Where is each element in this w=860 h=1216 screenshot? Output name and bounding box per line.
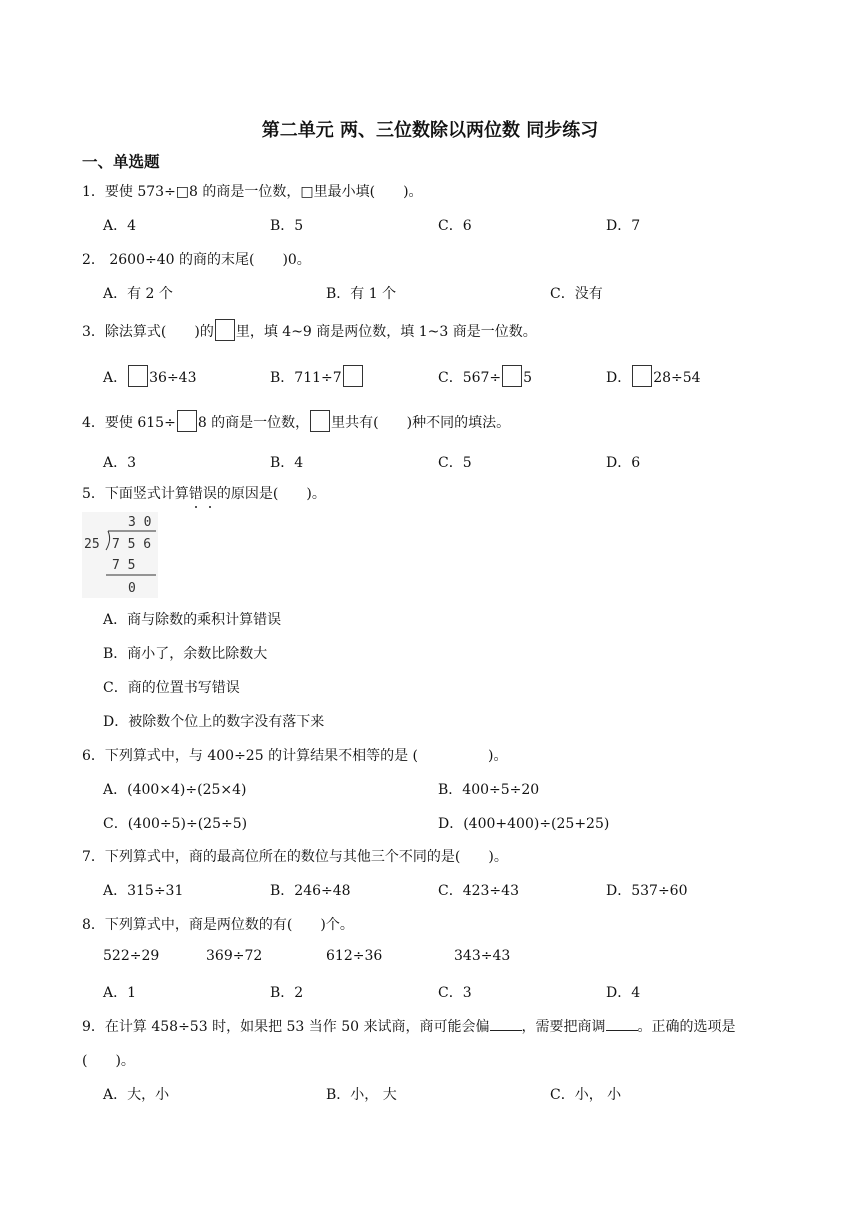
fill-blank — [490, 1016, 522, 1031]
question-7: 7．下列算式中，商的最高位所在的数位与其他三个不同的是( )。 — [82, 849, 508, 865]
question-9: 9．在计算 458÷53 时，如果把 53 当作 50 来试商，商可能会偏 ，需要把商调 。正确的选项是 — [82, 1016, 736, 1036]
q2-option-c[interactable]: C．没有 — [550, 286, 603, 302]
blank-box — [632, 365, 652, 387]
fill-blank — [606, 1016, 638, 1031]
blank-box — [177, 410, 197, 432]
q6-option-b[interactable]: B．400÷5÷20 — [438, 782, 540, 798]
section-heading: 一、单选题 — [82, 153, 160, 171]
q2-option-a[interactable]: A．有 2 个 — [103, 286, 173, 302]
blank-box — [128, 365, 148, 387]
blank-box — [215, 319, 235, 341]
q8-option-b[interactable]: B．2 — [270, 985, 304, 1001]
question-4: 4．要使 615÷ 8 的商是一位数， 里共有( )种不同的填法。 — [82, 412, 510, 434]
q7-option-b[interactable]: B．246÷48 — [270, 883, 351, 899]
q1-option-a[interactable]: A．4 — [103, 218, 137, 234]
q6-option-d[interactable]: D．(400+400)÷(25+25) — [438, 816, 610, 832]
q5-option-b[interactable]: B．商小了，余数比除数大 — [103, 646, 268, 662]
question-3: 3．除法算式( )的 里，填 4~9 商是两位数，填 1~3 商是一位数。 — [82, 321, 537, 343]
q9-option-c[interactable]: C．小， 小 — [550, 1087, 622, 1103]
question-1: 1．要使 573÷□8 的商是一位数，□里最小填( )。 — [82, 184, 423, 200]
q8-expression: 522÷29 — [103, 948, 160, 964]
q5-option-d[interactable]: D．被除数个位上的数字没有落下来 — [103, 714, 325, 730]
q7-option-c[interactable]: C．423÷43 — [438, 883, 519, 899]
fig-quotient: 3 0 — [128, 515, 152, 530]
q7-option-d[interactable]: D．537÷60 — [606, 883, 688, 899]
q5-option-a[interactable]: A．商与除数的乘积计算错误 — [103, 612, 282, 628]
q8-option-d[interactable]: D．4 — [606, 985, 641, 1001]
q8-option-a[interactable]: A．1 — [103, 985, 137, 1001]
q3-option-c[interactable]: C．567÷ 5 — [438, 367, 532, 389]
fig-divisor: 25 — [84, 537, 100, 552]
q7-option-a[interactable]: A．315÷31 — [103, 883, 184, 899]
q8-expression: 369÷72 — [206, 948, 263, 964]
q8-option-c[interactable]: C．3 — [438, 985, 472, 1001]
fig-product: 7 5 — [112, 558, 136, 573]
fig-remainder: 0 — [128, 581, 136, 596]
q4-option-a[interactable]: A．3 — [103, 455, 137, 471]
q4-option-b[interactable]: B．4 — [270, 455, 304, 471]
q3-option-b[interactable]: B．711÷7 — [270, 367, 364, 389]
q3-option-d[interactable]: D． 28÷54 — [606, 367, 701, 389]
emphasis-text: 错误 — [189, 486, 217, 502]
question-6: 6．下列算式中，与 400÷25 的计算结果不相等的是 ( )。 — [82, 748, 508, 764]
q4-option-d[interactable]: D．6 — [606, 455, 641, 471]
fig-dividend: 7 5 6 — [112, 537, 152, 552]
q8-expression: 612÷36 — [326, 948, 383, 964]
q6-option-c[interactable]: C．(400÷5)÷(25÷5) — [103, 816, 248, 832]
question-5: 5．下面竖式计算错误 的原因是( )。 — [82, 483, 326, 503]
q9-option-b[interactable]: B．小， 大 — [326, 1087, 397, 1103]
long-division-figure — [82, 512, 158, 598]
q4-option-c[interactable]: C．5 — [438, 455, 472, 471]
question-9-line2: ( )。 — [82, 1053, 135, 1069]
page-title: 第二单元 两、三位数除以两位数 同步练习 — [261, 120, 599, 141]
blank-box — [310, 410, 330, 432]
question-2: 2． 2600÷40 的商的末尾( )0。 — [82, 252, 311, 268]
blank-box — [502, 365, 522, 387]
question-8: 8．下列算式中，商是两位数的有( )个。 — [82, 917, 354, 933]
q8-expression: 343÷43 — [454, 948, 511, 964]
q2-option-b[interactable]: B．有 1 个 — [326, 286, 397, 302]
q3-option-a[interactable]: A． 36÷43 — [103, 367, 196, 389]
q9-option-a[interactable]: A．大，小 — [103, 1087, 170, 1103]
blank-box — [343, 365, 363, 387]
q1-option-d[interactable]: D．7 — [606, 218, 641, 234]
q1-option-b[interactable]: B．5 — [270, 218, 304, 234]
q5-option-c[interactable]: C．商的位置书写错误 — [103, 680, 240, 696]
q1-option-c[interactable]: C．6 — [438, 218, 472, 234]
q6-option-a[interactable]: A．(400×4)÷(25×4) — [103, 782, 247, 798]
